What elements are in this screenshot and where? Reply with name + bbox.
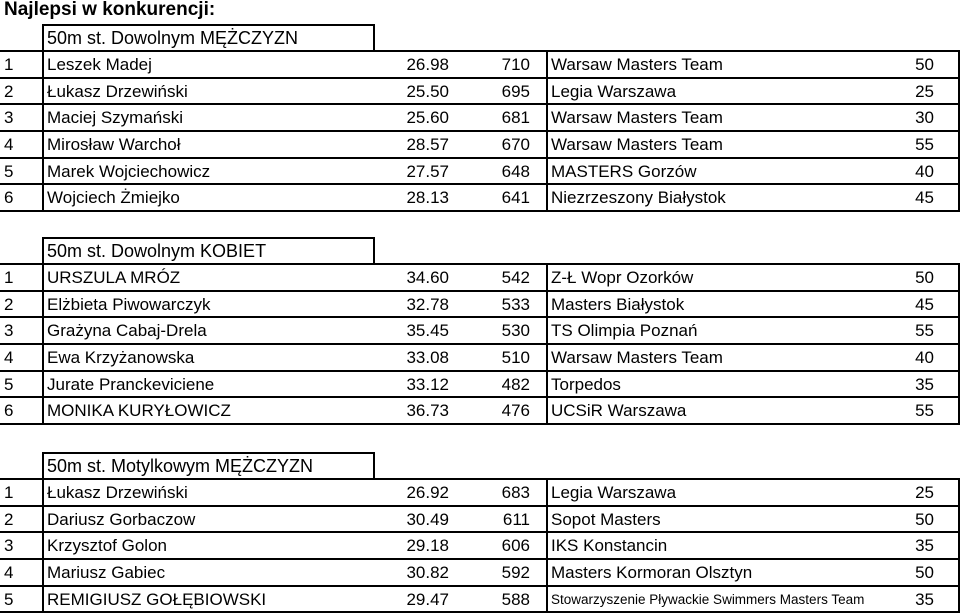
time-cell: 26.98 <box>406 55 449 74</box>
rank-cell: 4 <box>4 563 14 583</box>
table-row <box>0 507 960 534</box>
club-cell: UCSiR Warszawa <box>546 398 926 423</box>
age-cell: 55 <box>915 401 934 421</box>
time-cell: 33.12 <box>406 374 449 394</box>
rank-cell: 3 <box>4 321 14 341</box>
results-table <box>0 478 960 613</box>
rank-cell: 2 <box>4 509 14 529</box>
age-cell: 50 <box>915 268 934 287</box>
time-cell: 29.47 <box>406 589 449 609</box>
rank-cell: 1 <box>4 268 14 287</box>
age-cell: 25 <box>915 81 934 101</box>
table-row <box>0 345 960 372</box>
rank-cell: 6 <box>4 401 14 421</box>
points-cell: 611 <box>502 509 530 529</box>
table-row <box>0 560 960 587</box>
points-cell: 482 <box>501 374 530 394</box>
name-cell: Ewa Krzyżanowska <box>42 345 397 370</box>
club-cell: Niezrzeszony Białystok <box>546 185 926 210</box>
rank-cell: 6 <box>4 188 14 208</box>
time-cell: 29.18 <box>406 536 449 556</box>
table-row <box>0 480 960 507</box>
club-cell: MASTERS Gorzów <box>546 159 926 184</box>
page-title: Najlepsi w konkurencji: <box>4 0 216 20</box>
table-row <box>0 292 960 319</box>
rank-cell: 1 <box>4 483 14 502</box>
points-cell: 542 <box>501 268 530 287</box>
age-cell: 45 <box>915 294 934 314</box>
name-cell: MONIKA KURYŁOWICZ <box>42 398 397 423</box>
time-cell: 36.73 <box>406 401 449 421</box>
results-table <box>0 263 960 425</box>
table-row <box>0 105 960 132</box>
results-table <box>0 50 960 212</box>
club-cell: TS Olimpia Poznań <box>546 318 926 343</box>
section-header: 50m st. Motylkowym MĘŻCZYZN <box>42 452 375 478</box>
name-cell: Jurate Pranckeviciene <box>42 372 397 397</box>
club-cell: Warsaw Masters Team <box>546 52 926 77</box>
age-cell: 35 <box>915 374 934 394</box>
age-cell: 40 <box>915 348 934 368</box>
time-cell: 30.82 <box>406 563 449 583</box>
points-cell: 695 <box>501 81 530 101</box>
points-cell: 530 <box>501 321 530 341</box>
rank-cell: 4 <box>4 135 14 155</box>
club-cell: Legia Warszawa <box>546 480 926 505</box>
name-cell: Grażyna Cabaj-Drela <box>42 318 397 343</box>
club-cell: Legia Warszawa <box>546 79 926 104</box>
table-row <box>0 159 960 186</box>
rank-cell: 2 <box>4 81 14 101</box>
age-cell: 55 <box>915 321 934 341</box>
rank-cell: 5 <box>4 161 14 181</box>
age-cell: 25 <box>915 483 934 502</box>
age-cell: 30 <box>915 108 934 128</box>
table-row <box>0 587 960 613</box>
name-cell: URSZULA MRÓZ <box>42 265 397 290</box>
points-cell: 533 <box>501 294 530 314</box>
club-cell: Warsaw Masters Team <box>546 345 926 370</box>
table-row <box>0 132 960 159</box>
name-cell: Mariusz Gabiec <box>42 560 397 585</box>
age-cell: 50 <box>915 509 934 529</box>
name-cell: Maciej Szymański <box>42 105 397 130</box>
rank-cell: 5 <box>4 374 14 394</box>
points-cell: 670 <box>501 135 530 155</box>
name-cell: REMIGIUSZ GOŁĘBIOWSKI <box>42 587 397 612</box>
time-cell: 33.08 <box>406 348 449 368</box>
section-header: 50m st. Dowolnym MĘŻCZYZN <box>42 24 375 50</box>
age-cell: 35 <box>915 536 934 556</box>
name-cell: Łukasz Drzewiński <box>42 480 397 505</box>
club-cell: IKS Konstancin <box>546 533 926 558</box>
rank-cell: 3 <box>4 108 14 128</box>
club-cell: Masters Białystok <box>546 292 926 317</box>
points-cell: 681 <box>501 108 530 128</box>
name-cell: Mirosław Warchoł <box>42 132 397 157</box>
age-cell: 40 <box>915 161 934 181</box>
rank-cell: 2 <box>4 294 14 314</box>
club-cell: Stowarzyszenie Pływackie Swimmers Masters Team <box>546 587 926 612</box>
section-header: 50m st. Dowolnym KOBIET <box>42 237 375 263</box>
time-cell: 32.78 <box>406 294 449 314</box>
club-cell: Masters Kormoran Olsztyn <box>546 560 926 585</box>
points-cell: 606 <box>501 536 530 556</box>
name-cell: Elżbieta Piwowarczyk <box>42 292 397 317</box>
age-cell: 50 <box>915 563 934 583</box>
rank-cell: 1 <box>4 55 14 74</box>
name-cell: Krzysztof Golon <box>42 533 397 558</box>
club-cell: Warsaw Masters Team <box>546 132 926 157</box>
points-cell: 510 <box>501 348 530 368</box>
club-cell: Sopot Masters <box>546 507 926 532</box>
table-row <box>0 533 960 560</box>
time-cell: 30.49 <box>406 509 449 529</box>
age-cell: 55 <box>915 135 934 155</box>
rank-cell: 4 <box>4 348 14 368</box>
time-cell: 25.50 <box>406 81 449 101</box>
name-cell: Wojciech Żmiejko <box>42 185 397 210</box>
table-row <box>0 265 960 292</box>
name-cell: Łukasz Drzewiński <box>42 79 397 104</box>
table-row <box>0 398 960 425</box>
points-cell: 710 <box>501 55 530 74</box>
age-cell: 35 <box>915 589 934 609</box>
time-cell: 28.13 <box>406 188 449 208</box>
club-cell: Warsaw Masters Team <box>546 105 926 130</box>
rank-cell: 5 <box>4 589 14 609</box>
time-cell: 25.60 <box>406 108 449 128</box>
club-cell: Torpedos <box>546 372 926 397</box>
club-cell: Z-Ł Wopr Ozorków <box>546 265 926 290</box>
time-cell: 27.57 <box>406 161 449 181</box>
age-cell: 50 <box>915 55 934 74</box>
table-row <box>0 318 960 345</box>
points-cell: 641 <box>501 188 530 208</box>
name-cell: Marek Wojciechowicz <box>42 159 397 184</box>
points-cell: 648 <box>501 161 530 181</box>
points-cell: 592 <box>501 563 530 583</box>
time-cell: 26.92 <box>406 483 449 502</box>
table-row <box>0 79 960 106</box>
age-cell: 45 <box>915 188 934 208</box>
rank-cell: 3 <box>4 536 14 556</box>
points-cell: 588 <box>501 589 530 609</box>
table-row <box>0 52 960 79</box>
points-cell: 476 <box>501 401 530 421</box>
table-row <box>0 185 960 212</box>
time-cell: 35.45 <box>406 321 449 341</box>
time-cell: 28.57 <box>406 135 449 155</box>
name-cell: Leszek Madej <box>42 52 397 77</box>
name-cell: Dariusz Gorbaczow <box>42 507 397 532</box>
points-cell: 683 <box>501 483 530 502</box>
table-row <box>0 372 960 399</box>
time-cell: 34.60 <box>406 268 449 287</box>
